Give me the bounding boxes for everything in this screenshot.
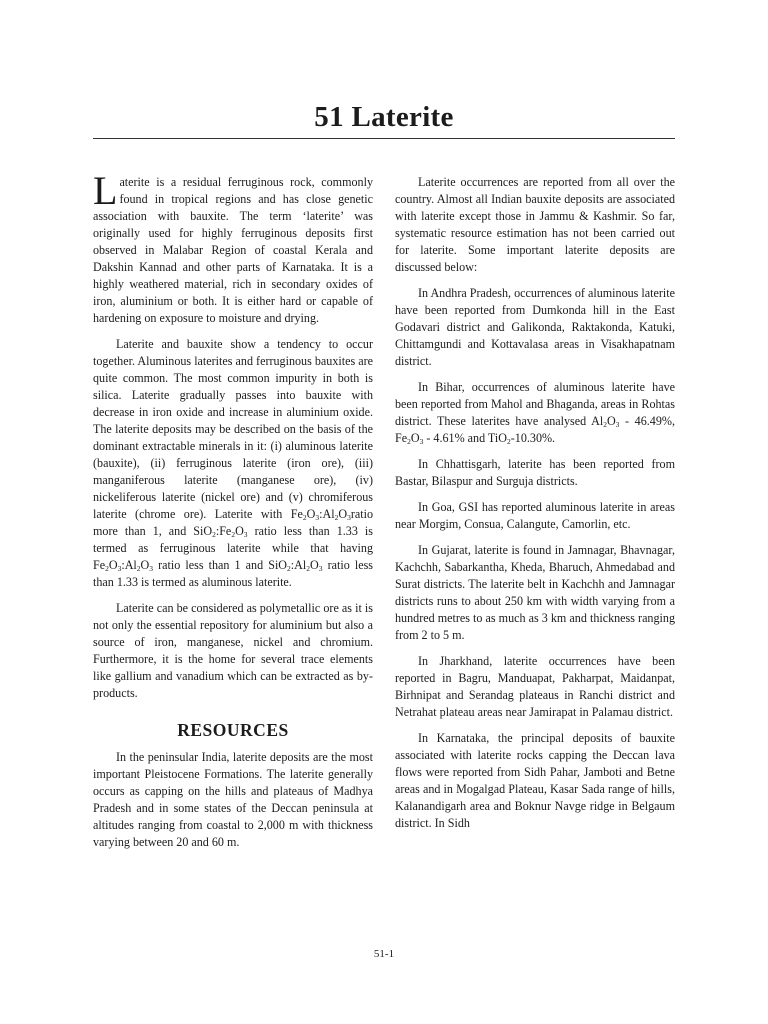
text-run: - 4.61% and TiO: [423, 431, 507, 445]
text-run: O: [410, 431, 420, 445]
subscript: 3: [149, 564, 154, 573]
subscript: 3: [419, 437, 424, 446]
subscript: 2: [136, 564, 141, 573]
text-run: ratio less than 1.33 is termed as aluminous laterite.: [93, 558, 373, 589]
text-run: O: [606, 414, 616, 428]
karnataka-paragraph: In Karnataka, the principal deposits of bauxite associated with laterite rocks capping the Deccan lava flows were reported from Sidh Pahar, Jamboti and Betne areas and in Mogalgad Plateau, Kasar Sada range of hills, Kalanandigarh area and Boknur Navge ridge in Belgaum district. In Sidh: [395, 731, 675, 830]
subscript: 2: [302, 513, 307, 522]
occurrences-paragraph: Laterite occurrences are reported from all over the country. Almost all Indian bauxite deposits are associated with laterite except those in Jammu & Kashmir. So far, systematic resource estimation has not been carried out for laterite. Some important laterite deposits are discussed below:: [395, 175, 675, 274]
page-number: 51-1: [373, 948, 395, 960]
text-run: :Al: [319, 507, 335, 521]
page-title: 51 Laterite: [314, 101, 454, 133]
text-run: ratio more than 1, and SiO: [93, 507, 373, 538]
resources-paragraph: In the peninsular India, laterite deposits are the most important Pleistocene Formations. The laterite generally occurs as capping on the hills and plateaus of Madhya Pradesh and in some states of the Deccan peninsula at altitudes ranging from coastal to 2,000 m with thickness varying between 20 and 60 m.: [93, 750, 373, 849]
gujarat-paragraph: In Gujarat, laterite is found in Jamnagar, Bhavnagar, Kachchh, Sabarkantha, Kheda, Bharuch, Ahmedabad and Surat districts. The laterite belt in Kachchh and Jamnagar districts runs to about 250 km with width varying from a hundred metres to as much as 3 km and thickness ranging from 2 to 5 m.: [395, 543, 675, 642]
intro-paragraph: [93, 168, 373, 327]
intro-text: aterite is a residual ferruginous rock, commonly found in tropical regions and has close genetic association with bauxite. The term ‘laterite’ was originally used for highly ferruginous deposits first observed in Malabar Region of coastal Kerala and Dakshin Kannad and other parts of Karnataka. It is a highly weathered material, rich in secondary oxides of iron, aluminium or both. It is either hard or capable of hardening on exposure to moisture and drying.: [93, 175, 373, 325]
title-rule: [93, 138, 675, 139]
text-run: O: [108, 558, 118, 572]
subscript: 3: [347, 513, 351, 522]
text-run: O: [140, 558, 150, 572]
left-column: [93, 168, 373, 860]
text-run: O: [306, 507, 316, 521]
text-run: :Al: [290, 558, 307, 572]
subscript: 2: [603, 420, 607, 429]
text-run: -10.30%.: [510, 431, 556, 445]
andhra-pradesh-paragraph: In Andhra Pradesh, occurrences of aluminous laterite have been reported from Dumkonda hill in the East Godavari district and Galikonda, Raktakonda, Katuki, Chittamgundi and Kottavalasa areas in Visakhapatnam district.: [395, 286, 675, 368]
subscript: 3: [318, 564, 323, 573]
goa-paragraph: In Goa, GSI has reported aluminous laterite in areas near Morgim, Consua, Calangute, Camorlin, etc.: [395, 500, 675, 531]
text-run: :Al: [121, 558, 137, 572]
subscript: 3: [315, 513, 320, 522]
text-run: ratio less than 1 and SiO: [153, 558, 288, 572]
drop-cap: L: [93, 168, 118, 213]
text-run: O: [235, 524, 244, 538]
subscript: 2: [507, 437, 511, 446]
resources-heading: RESOURCES: [177, 720, 289, 740]
text-run: O: [338, 507, 348, 521]
subscript: 2: [105, 564, 109, 573]
subscript: 2: [212, 530, 216, 539]
subscript: 3: [615, 420, 620, 429]
text-run: In Bihar, occurrences of aluminous laterite have been reported from Mahol and Bhaganda, areas in Rohtas district. These laterites have analysed Al: [395, 380, 675, 428]
polymetallic-paragraph: Laterite can be considered as polymetallic ore as it is not only the essential repository for aluminium but also a source of iron, manganese, nickel and chromium. Furthermore, it is the home for several trace elements like gallium and vanadium which can be extracted as by-products.: [93, 601, 373, 700]
chhattisgarh-paragraph: In Chhattisgarh, laterite has been reported from Bastar, Bilaspur and Surguja districts.: [395, 457, 675, 488]
subscript: 2: [287, 564, 291, 573]
text-run: Laterite and bauxite show a tendency to occur together. Aluminous laterites and ferruginous bauxites are quite common. The most common impurity in both is silica. Laterite gradually passes into bauxite with decrease in iron oxide and increase in aluminium oxide. The laterite deposits may be described on the basis of the dominant extractable minerals in it: (i) aluminous laterite (bauxite), (ii) ferruginous laterite (iron ore), (iii) manganiferous laterite (manganese ore), (iv) nickeliferous laterite (nickel ore) and (v) chromiferous laterite (chrome ore). Laterite with Fe: [93, 337, 373, 521]
subscript: 3: [117, 564, 122, 573]
bauxite-paragraph: [93, 336, 373, 591]
text-run: :Fe: [215, 524, 232, 538]
bihar-paragraph: [395, 379, 675, 447]
text-run: - 46.49%, Fe: [395, 414, 675, 445]
subscript: 2: [407, 437, 411, 446]
subscript: 3: [243, 530, 248, 539]
text-run: ratio less than 1.33 is termed as ferruginous laterite while that having Fe: [93, 524, 373, 572]
subscript: 2: [306, 564, 311, 573]
subscript: 2: [334, 513, 339, 522]
jharkhand-paragraph: In Jharkhand, laterite occurrences have been reported in Bagru, Manduapat, Pakharpat, Maidanpat, Birhnipat and Serandag plateaus in Ranchi district and Netrahat plateau areas near Jamirapat in Palamau district.: [395, 654, 675, 719]
subscript: 2: [231, 530, 236, 539]
text-run: O: [310, 558, 319, 572]
right-column: [395, 174, 675, 841]
